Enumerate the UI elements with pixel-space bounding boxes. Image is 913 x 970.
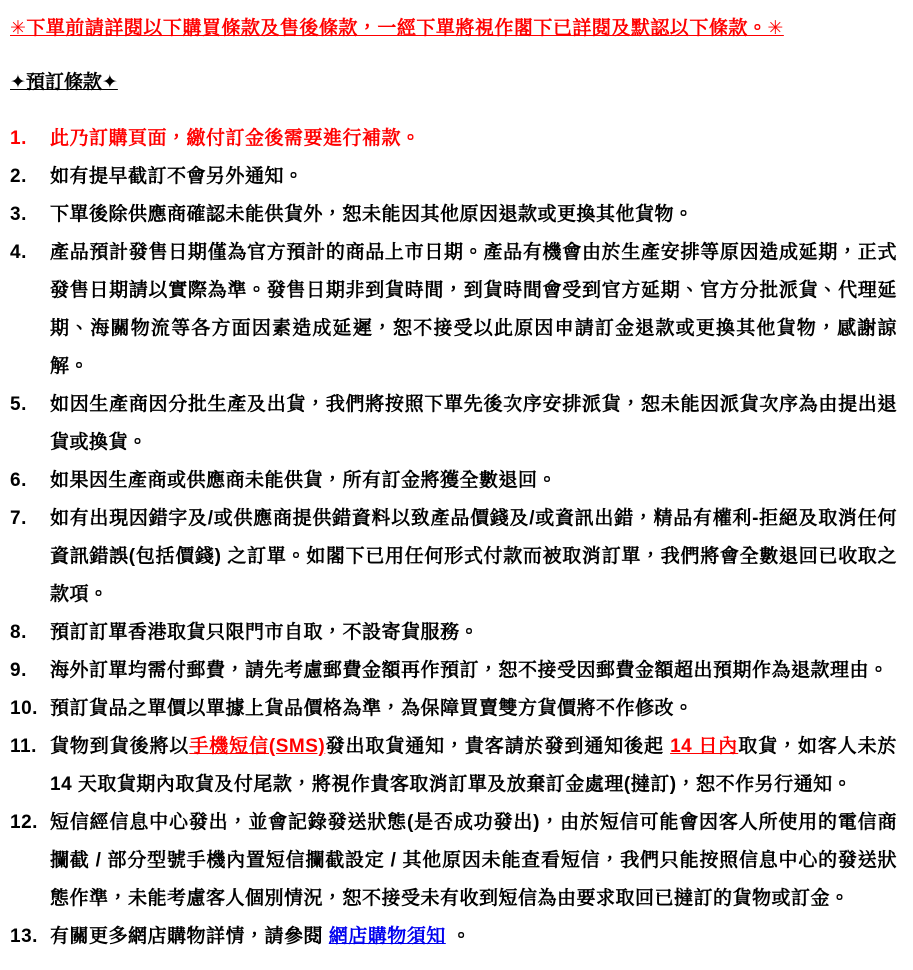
term-text bbox=[50, 158, 897, 196]
term-number: 3. bbox=[10, 204, 27, 225]
term-number: 10. bbox=[10, 698, 38, 719]
term-number: 8. bbox=[10, 622, 27, 643]
term-item-8 bbox=[10, 614, 897, 652]
term-segment: 預訂貨品之單價以單據上貨品價格為準，為保障買賣雙方貨價將不作修改。 bbox=[50, 698, 694, 719]
term-item-11 bbox=[10, 728, 897, 804]
term-text bbox=[50, 614, 897, 652]
term-item-9 bbox=[10, 652, 897, 690]
term-text bbox=[50, 652, 897, 690]
term-number: 2. bbox=[10, 166, 27, 187]
document-title: ✳下單前請詳閱以下購買條款及售後條款，一經下單將視作閣下已詳閱及默認以下條款。✳ bbox=[10, 18, 784, 39]
term-number: 1. bbox=[10, 128, 27, 149]
term-text bbox=[50, 386, 897, 462]
term-item-5 bbox=[10, 386, 897, 462]
term-text bbox=[50, 918, 897, 956]
term-item-2 bbox=[10, 158, 897, 196]
term-item-6 bbox=[10, 462, 897, 500]
term-text bbox=[50, 462, 897, 500]
term-number: 6. bbox=[10, 470, 27, 491]
term-text bbox=[50, 234, 897, 386]
term-text bbox=[50, 804, 897, 918]
term-segment: 如果因生產商或供應商未能供貨，所有訂金將獲全數退回。 bbox=[50, 470, 558, 491]
term-segment: 取貨，如客人未於 14 天取貨期內取貨及付尾款，將視作貴客取消訂單及放棄訂金處理(撻訂)，恕不作另行通知。 bbox=[50, 736, 897, 795]
term-item-13 bbox=[10, 918, 897, 956]
term-number: 7. bbox=[10, 508, 27, 529]
term-segment: 發出取貨通知，貴客請於發到通知後起 bbox=[325, 736, 671, 757]
term-segment: 有關更多網店購物詳情，請參閱 bbox=[50, 926, 329, 947]
term-item-3 bbox=[10, 196, 897, 234]
terms-list bbox=[10, 120, 897, 956]
term-segment: 此乃訂購頁面，繳付訂金後需要進行補款。 bbox=[50, 128, 421, 149]
term-segment: 預訂訂單香港取貨只限門市自取，不設寄貨服務。 bbox=[50, 622, 480, 643]
highlighted-text: 14 日內 bbox=[670, 736, 739, 757]
term-segment: 如有提早截訂不會另外通知。 bbox=[50, 166, 304, 187]
term-text bbox=[50, 196, 897, 234]
term-text bbox=[50, 728, 897, 804]
term-item-10 bbox=[10, 690, 897, 728]
section-heading-text: ✦預訂條款✦ bbox=[10, 72, 118, 93]
term-segment: 海外訂單均需付郵費，請先考慮郵費金額再作預訂，恕不接受因郵費金額超出預期作為退款理由。 bbox=[50, 660, 889, 681]
term-segment: 下單後除供應商確認未能供貨外，恕未能因其他原因退款或更換其他貨物。 bbox=[50, 204, 694, 225]
term-number: 12. bbox=[10, 812, 38, 833]
section-heading bbox=[10, 70, 897, 96]
term-segment: 產品預計發售日期僅為官方預計的商品上市日期。產品有機會由於生產安排等原因造成延期，正式發售日期請以實際為準。發售日期非到貨時間，到貨時間會受到官方延期、官方分批派貨、代理延期、海關物流等各方面因素造成延遲，恕不接受以此原因申請訂金退款或更換其他貨物，感謝諒解。 bbox=[50, 242, 897, 377]
term-segment: 短信經信息中心發出，並會記錄發送狀態(是否成功發出)，由於短信可能會因客人所使用的電信商攔截 / 部分型號手機內置短信攔截設定 / 其他原因未能查看短信，我們只能按照信息中心的發送狀態作準，未能考慮客人個別情況，恕不接受未有收到短信為由要求取回已撻訂的貨物或訂金。 bbox=[50, 812, 897, 909]
term-text bbox=[50, 120, 897, 158]
term-segment: 如有出現因錯字及/或供應商提供錯資料以致產品價錢及/或資訊出錯，精品有權利-拒絕及取消任何資訊錯誤(包括價錢) 之訂單。如閣下已用任何形式付款而被取消訂單，我們將會全數退回已收取之款項。 bbox=[50, 508, 897, 605]
term-item-4 bbox=[10, 234, 897, 386]
term-number: 4. bbox=[10, 242, 27, 263]
term-segment: 貨物到貨後將以 bbox=[50, 736, 190, 757]
term-text bbox=[50, 500, 897, 614]
term-number: 9. bbox=[10, 660, 27, 681]
term-segment: 。 bbox=[445, 926, 472, 947]
term-item-12 bbox=[10, 804, 897, 918]
term-number: 5. bbox=[10, 394, 27, 415]
term-segment: 如因生產商因分批生產及出貨，我們將按照下單先後次序安排派貨，恕未能因派貨次序為由提出退貨或換貨。 bbox=[50, 394, 897, 453]
highlighted-text: 手機短信(SMS) bbox=[189, 736, 326, 757]
term-text bbox=[50, 690, 897, 728]
term-number: 13. bbox=[10, 926, 38, 947]
term-item-1 bbox=[10, 120, 897, 158]
term-item-7 bbox=[10, 500, 897, 614]
shop-guide-link[interactable]: 網店購物須知 bbox=[328, 926, 446, 947]
term-number: 11. bbox=[10, 736, 37, 757]
